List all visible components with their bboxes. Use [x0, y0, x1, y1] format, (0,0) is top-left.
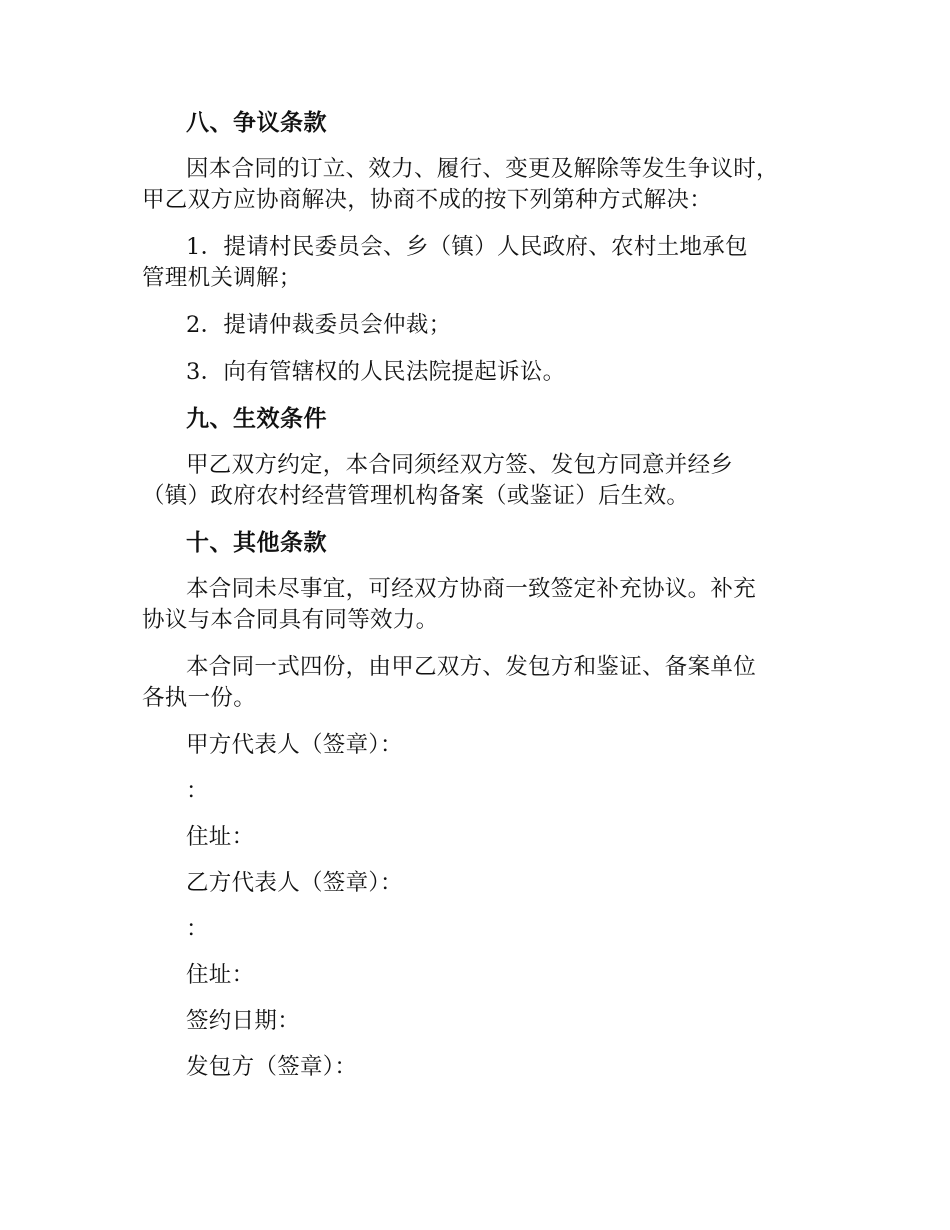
- contractor-seal-label: 发包方（签章）：: [186, 1054, 358, 1080]
- party-b-address-label: 住址：: [186, 962, 255, 988]
- other-paragraph-supplement: 本合同未尽事宜，可经双方协商一致签定补充协议。补充 协议与本合同具有同等效力。: [142, 576, 757, 633]
- party-b-colon-line: ：: [186, 916, 209, 942]
- section-heading-other: 十、其他条款: [186, 530, 327, 556]
- dispute-option-1: 1．提请村民委员会、乡（镇）人民政府、农村土地承包 管理机关调解；: [142, 234, 748, 291]
- section-heading-dispute: 八、争议条款: [186, 110, 327, 136]
- dispute-intro-paragraph: 因本合同的订立、效力、履行、变更及解除等发生争议时， 甲乙双方应协商解决，协商不成的按下列第种方式解决：: [142, 156, 779, 213]
- party-a-colon-line: ：: [186, 778, 209, 804]
- party-b-representative-label: 乙方代表人（签章）：: [186, 870, 403, 896]
- signing-date-label: 签约日期：: [186, 1008, 301, 1034]
- other-paragraph-copies: 本合同一式四份，由甲乙双方、发包方和鉴证、备案单位 各执一份。: [142, 654, 757, 711]
- effect-paragraph: 甲乙双方约定，本合同须经双方签、发包方同意并经乡 （镇）政府农村经营管理机构备案（或鉴证）后生效。: [142, 452, 734, 509]
- dispute-option-3: 3．向有管辖权的人民法院提起诉讼。: [186, 359, 566, 385]
- section-heading-effect: 九、生效条件: [186, 406, 327, 432]
- party-a-address-label: 住址：: [186, 824, 255, 850]
- document-page: [142, 108, 822, 1098]
- party-a-representative-label: 甲方代表人（签章）：: [186, 732, 403, 758]
- dispute-option-2: 2．提请仲裁委员会仲裁；: [186, 312, 452, 338]
